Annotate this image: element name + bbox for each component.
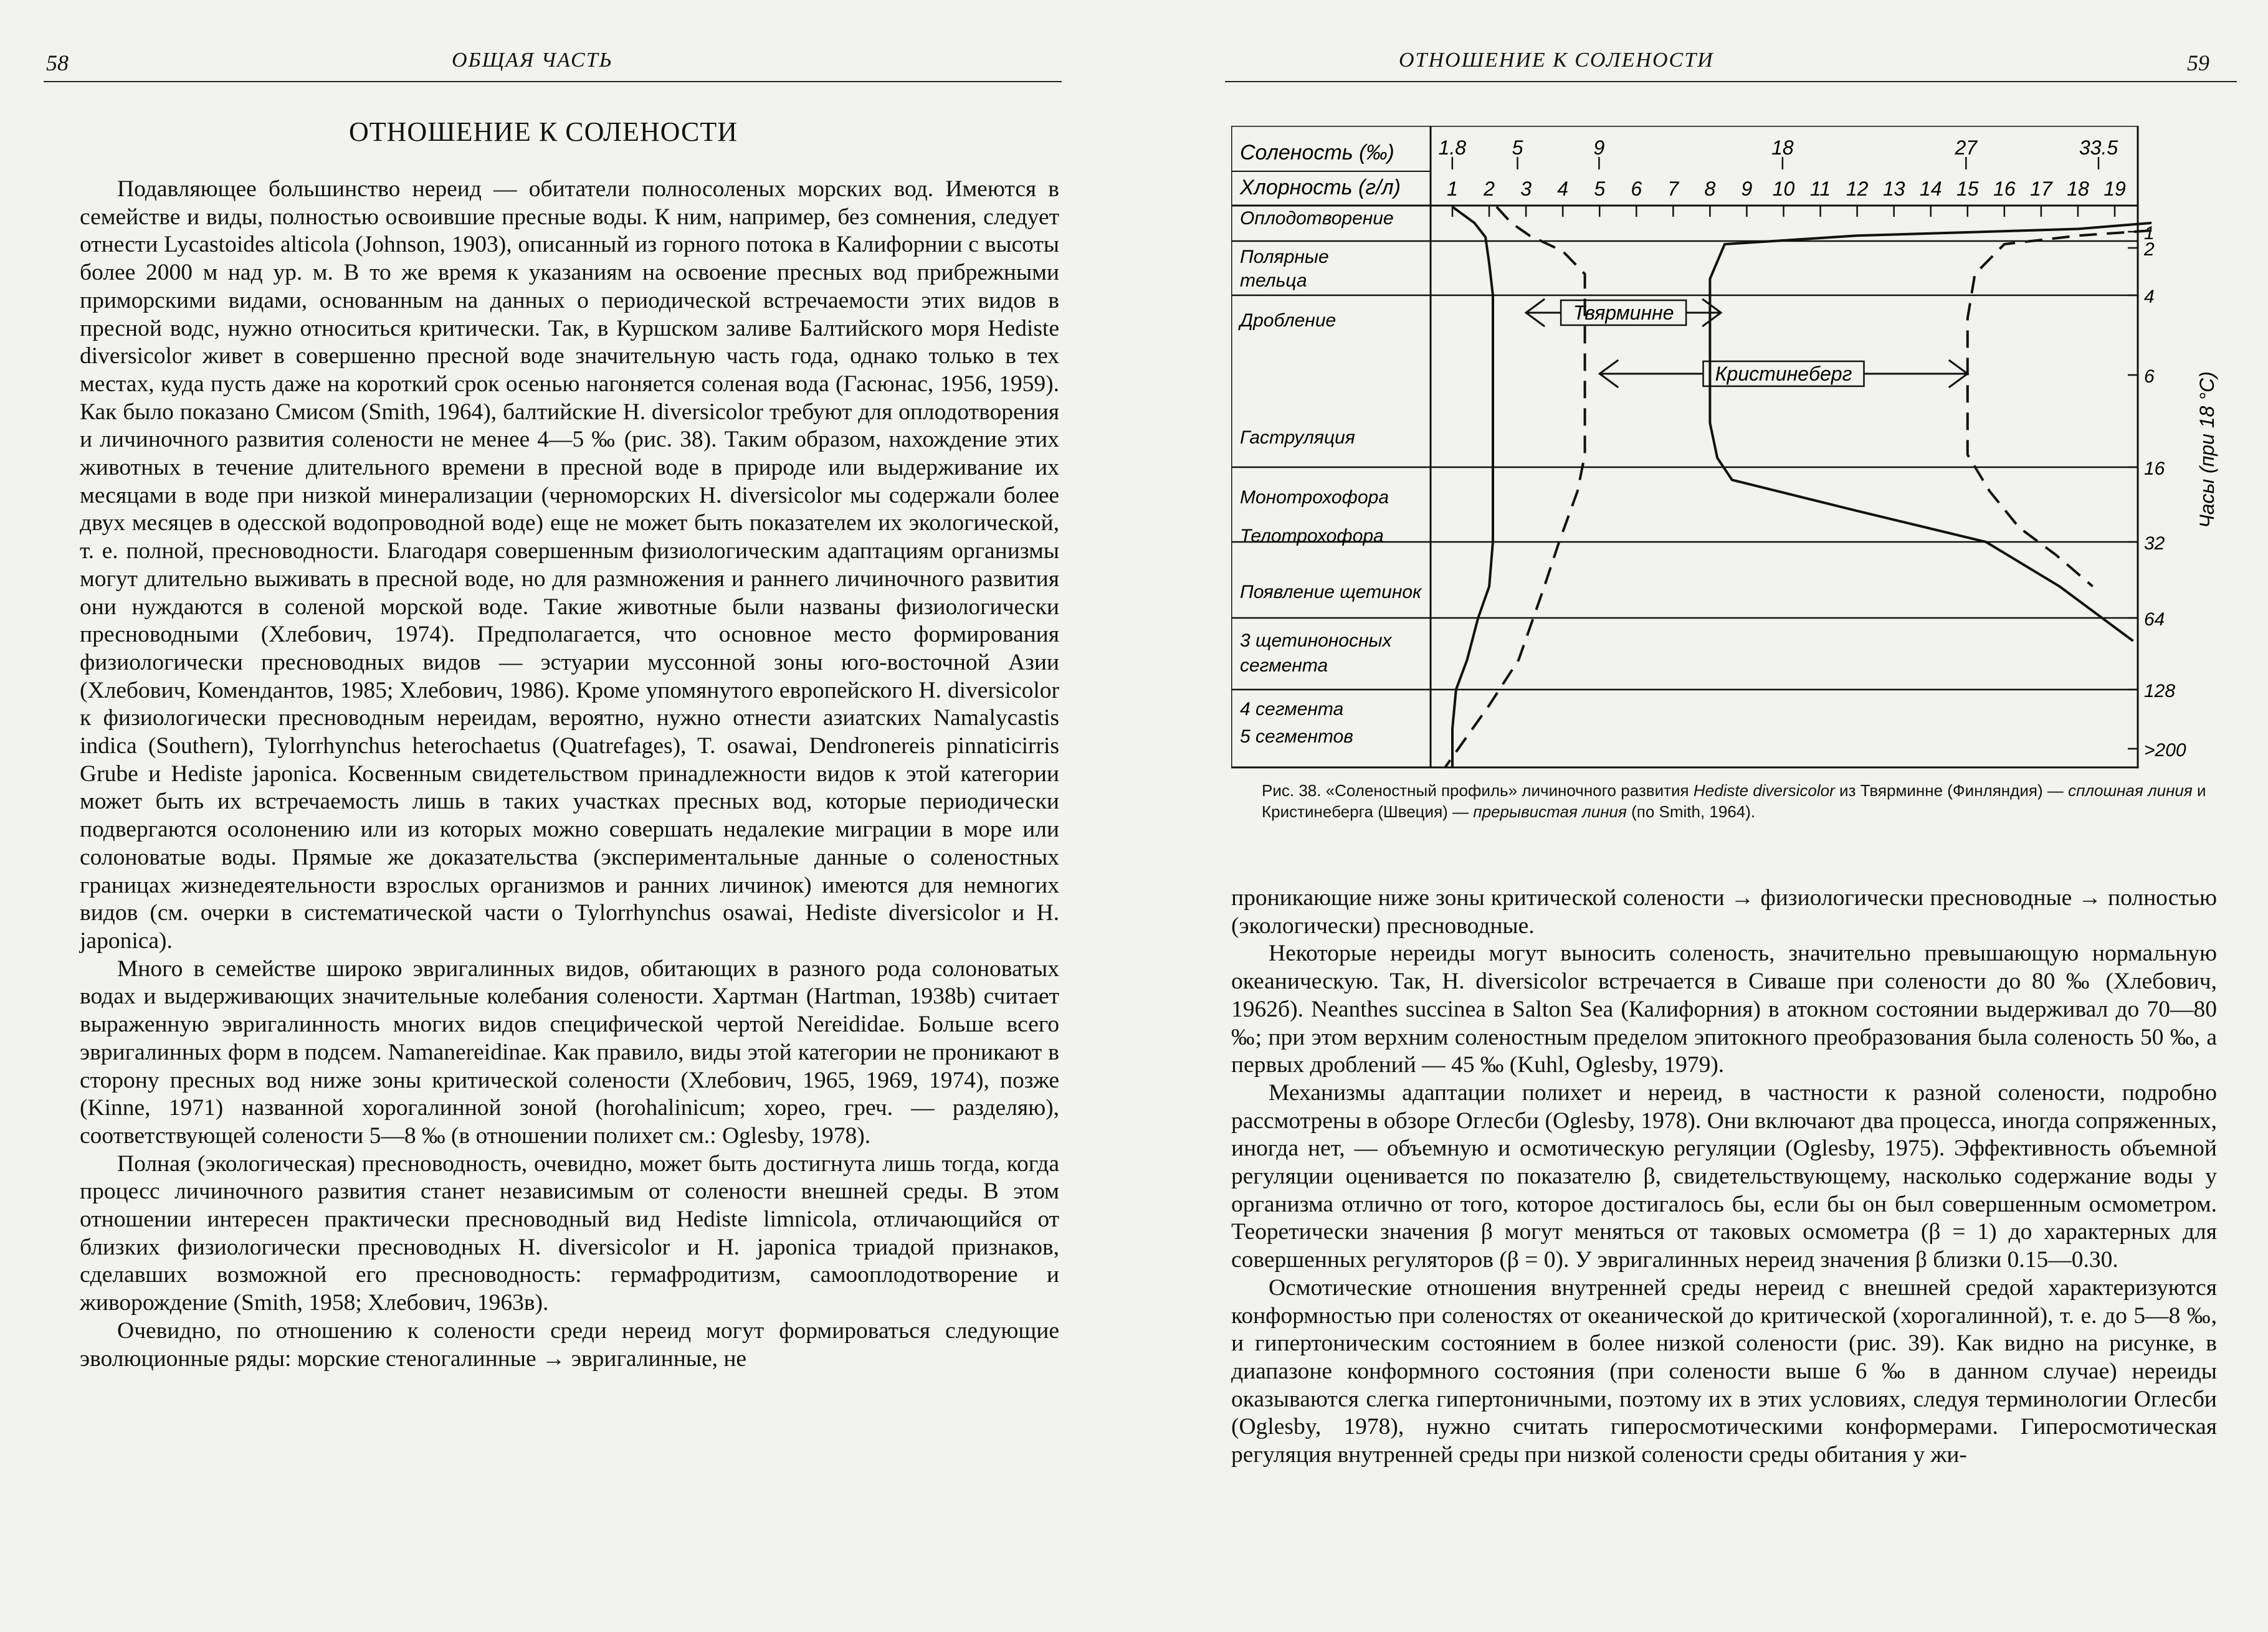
salinity-tick-label: 27 bbox=[1955, 136, 1978, 159]
left-paragraph-1: Подавляющее большинство нереид — обитатели полносоленых морских вод. Имеются в семействе и виды, полностью освоившие пресные воды. К ним, например, без сомнения, следует отнести Lycastoides alticola (Johnson, 1903), описанный из горного потока в Калифорнии с высоты более 2000 м над ур. м. В то же время к указаниям на освоение пресных вод прибрежными приморскими видами, основанным на данных о периодической встречаемости этих видов в пресной водс, нужно относиться критически. Так, в Куршском заливе Балтийского моря Hediste diversicolor живет в совершенно пресной воде значительную часть года, однако только в тех местах, куда пусть даже на короткий срок осенью нагоняется соленая вода (Гасюнас, 1956, 1959). Как было показано Смисом (Smith, 1964), балтийские H. diversicolor требуют для оплодотворения и личиночного развития солености не менее 4—5 ‰ (рис. 38). Таким образом, нахождение этих животных в течение длительного времени в пресной воде в природе или выдерживание их месяцами в воде при низкой минерализации (черноморских H. diversicolor мы содержали более двух месяцев в одесской водопроводной воде) еще не может быть показателем их экологической, т. е. полной, пресноводности. Благодаря совершенным физиологическим адаптациям организмы могут длительно выживать в пресной воде, но для размножения и раннего личиночного развития они нуждаются в соленой морской воде. Такие животные были названы физиологически пресноводными (Хлебович, 1974). Предполагается, что основное место формирования физиологически пресноводных видов — эстуарии муссонной зоны юго-восточной Азии (Хлебович, Комендантов, 1985; Хлебович, 1986). Кроме упомянутого европейского H. diversicolor к физиологически пресноводным нереидам, вероятно, нужно отнести азиатских Namalycastis indica (Southern), Tylorrhynchus heterochaetus (Quatrefages), T. osawai, Dendronereis pinnaticirris Grube и Hediste japonica. Косвенным свидетельством принадлежности видов к этой категории может быть их встречаемость лишь в таких участках пресных вод, которые периодически подвергаются осолонению или из которых можно совершать недалекие миграции в море или солоноватые воды. Прямые же доказательства (экспериментальные данные о соленостных границах жизнедеятельности взрослых организмов и ранних личинок) имеются для немногих видов (см. очерки в систематической части о Tylorrhynchus osawai, Hediste diversicolor и H. japonica). bbox=[80, 176, 1059, 954]
caption-middle: из Твярминне (Финляндия) — bbox=[1839, 781, 2064, 800]
caption-solid: сплошная линия bbox=[2068, 781, 2193, 800]
chlorinity-tick-label: 11 bbox=[1809, 178, 1831, 200]
bracket-label: Твярминне bbox=[1573, 301, 1674, 324]
caption-dashed: прерывистая линия bbox=[1473, 802, 1627, 821]
chlorinity-tick-label: 12 bbox=[1846, 178, 1869, 200]
stage-label: 4 сегмента bbox=[1240, 699, 1344, 719]
time-tick-label: 64 bbox=[2144, 609, 2165, 630]
chlorinity-tick-label: 6 bbox=[1631, 178, 1642, 200]
time-axis-title: Часы (при 18 °С) bbox=[2196, 371, 2218, 528]
stage-label: Гаструляция bbox=[1240, 427, 1355, 448]
salinity-tick-label: 1.8 bbox=[1438, 136, 1467, 159]
time-tick-label: >200 bbox=[2144, 740, 2186, 761]
chlorinity-tick-label: 9 bbox=[1741, 178, 1753, 200]
bracket-label: Кристинеберг bbox=[1715, 363, 1852, 385]
page-number-right: 59 bbox=[2187, 50, 2209, 75]
figure-caption bbox=[1262, 780, 2234, 822]
right-paragraph-4: Осмотические отношения внутренней среды нереид с внешней средой характеризуются конформностью при соленостях от океанической до критической (хорогалинной), т. е. до 5—8 ‰, и гипертоническим состоянием в более низкой солености (рис. 39). Как видно на рисунке, в диапазоне конформного состояния (при солености выше 6 ‰ в данном случае) нереиды оказываются слегка гипертоничными, поэтому их в этих условиях, следуя терминологии Оглесби (Oglesby, 1978), нужно считать гиперосмотическими конформерами. Гиперосмотическая регуляция внутренней среды при низкой солености среды обитания у жи- bbox=[1231, 1274, 2217, 1468]
chlorinity-tick-label: 18 bbox=[2067, 178, 2089, 200]
chlorinity-tick-label: 1 bbox=[1447, 178, 1458, 200]
series-line-2 bbox=[1710, 223, 2151, 641]
chlorinity-tick-label: 7 bbox=[1667, 178, 1679, 200]
stage-label: тельца bbox=[1240, 270, 1307, 291]
chlorinity-tick-label: 10 bbox=[1772, 178, 1795, 200]
time-tick-label: 16 bbox=[2144, 458, 2165, 479]
caption-suffix: (по Smith, 1964). bbox=[1631, 802, 1756, 821]
right-text-column bbox=[1231, 885, 2217, 1469]
stage-label: Полярные bbox=[1240, 247, 1329, 267]
caption-and: и Кристинеберга (Швеция) — bbox=[1262, 781, 2206, 821]
kristineberg-bracket bbox=[1599, 360, 1968, 387]
time-tick-label: 1 bbox=[2144, 223, 2155, 244]
stage-label: Оплодотворение bbox=[1240, 208, 1394, 229]
stage-label: сегмента bbox=[1240, 655, 1328, 676]
running-title-left: ОБЩАЯ ЧАСТЬ bbox=[452, 49, 613, 72]
salinity-row-label: Соленость (‰) bbox=[1240, 141, 1394, 164]
chlorinity-tick-label: 13 bbox=[1882, 178, 1905, 200]
caption-prefix: Рис. 38. «Соленостный профиль» личиночного развития bbox=[1262, 781, 1689, 800]
chlorinity-tick-label: 19 bbox=[2104, 178, 2126, 200]
time-tick-label: 32 bbox=[2144, 533, 2165, 554]
left-paragraph-4: Очевидно, по отношению к солености среди нереид могут формироваться следующие эволюционные ряды: морские стеногалинные → эвригалинные, не bbox=[80, 1317, 1059, 1372]
stage-label: 5 сегментов bbox=[1240, 726, 1353, 747]
right-paragraph-1: проникающие ниже зоны критической солености → физиологически пресноводные → полностью (экологически) пресноводные. bbox=[1231, 885, 2217, 939]
salinity-tick-label: 33.5 bbox=[2079, 136, 2118, 159]
chlorinity-tick-label: 8 bbox=[1704, 178, 1716, 200]
chlorinity-tick-label: 4 bbox=[1557, 178, 1569, 200]
caption-species: Hediste diversicolor bbox=[1693, 781, 1835, 800]
section-heading: ОТНОШЕНИЕ К СОЛЕНОСТИ bbox=[349, 116, 738, 147]
chlorinity-tick-label: 2 bbox=[1484, 178, 1495, 200]
salinity-tick-label: 9 bbox=[1593, 136, 1605, 159]
series-line-1 bbox=[1452, 207, 1493, 767]
time-tick-label: 4 bbox=[2144, 287, 2155, 307]
stage-label: Монотрохофора bbox=[1240, 487, 1389, 508]
stage-label: Дробление bbox=[1240, 310, 1336, 331]
running-title-right: ОТНОШЕНИЕ К СОЛЕНОСТИ bbox=[1399, 49, 1714, 72]
chlorinity-tick-label: 15 bbox=[1956, 178, 1979, 200]
left-text-column bbox=[80, 176, 1059, 1373]
tvarminne-bracket bbox=[1526, 299, 1721, 326]
salinity-profile-chart bbox=[1231, 126, 2228, 774]
page-number-left: 58 bbox=[46, 50, 69, 75]
series-line-3 bbox=[1445, 207, 1584, 767]
salinity-tick-label: 5 bbox=[1512, 136, 1523, 159]
stage-label: Появление щетинок bbox=[1240, 582, 1422, 602]
time-tick-label: 128 bbox=[2144, 681, 2176, 701]
salinity-tick-label: 18 bbox=[1771, 136, 1794, 159]
stage-label: Телотрохофора bbox=[1240, 526, 1384, 546]
time-tick-label: 2 bbox=[2144, 239, 2155, 260]
chlorinity-tick-label: 3 bbox=[1520, 178, 1532, 200]
chlorinity-tick-label: 17 bbox=[2030, 178, 2052, 200]
left-paragraph-3: Полная (экологическая) пресноводность, очевидно, может быть достигнута лишь тогда, когда процесс личиночного развития станет независимым от солености внешней среды. В этом отношении интересен практически пресноводный вид Hediste limnicola, отличающийся от близких физиологически пресноводных H. diversicolor и H. japonica триадой признаков, сделавших возможной его пресноводность: гермафродитизм, самооплодотворение и живорождение (Smith, 1958; Хлебович, 1963в). bbox=[80, 1150, 1059, 1316]
stage-label: 3 щетиноносных bbox=[1240, 630, 1392, 651]
right-paragraph-3: Механизмы адаптации полихет и нереид, в частности к разной солености, подробно рассмотрены в обзоре Оглесби (Oglesby, 1978). Они включают два процесса, иногда сопряженных, иногда нет, — объемную и осмотическую регуляции (Oglesby, 1975). Эффективность объемной регуляции оценивается по показателю β, свидетельствующему, насколько содержание воды у организма отлично от того, которое достигалось бы, если бы он был совершенным осмометром. Теоретически значения β могут меняться от таковых осмометра (β = 1) до характерных для совершенных регуляторов (β = 0). У эвригалинных нереид значения β близки 0.15—0.30. bbox=[1231, 1079, 2217, 1273]
chlorinity-tick-label: 16 bbox=[1993, 178, 2016, 200]
header-rule-left bbox=[44, 81, 1062, 82]
right-paragraph-2: Некоторые нереиды могут выносить соленость, значительно превышающую нормальную океаническую. Так, H. diversicolor встречается в Сиваше при солености до 80 ‰ (Хлебович, 1962б). Neanthes succinea в Salton Sea (Калифорния) в атокном состоянии выдерживал до 70—80 ‰; при этом верхним соленостным пределом эпитокного преобразования была соленость 50 ‰, а первых дроблений — 45 ‰ (Kuhl, Oglesby, 1979). bbox=[1231, 941, 2217, 1078]
header-rule-right bbox=[1225, 81, 2237, 82]
time-tick-label: 6 bbox=[2144, 366, 2155, 387]
left-paragraph-2: Много в семействе широко эвригалинных видов, обитающих в разного рода солоноватых водах и выдерживающих значительные колебания солености. Хартман (Hartman, 1938b) считает выраженную эвригалинность многих видов специфической чертой Nereididae. Больше всего эвригалинных форм в подсем. Namanereidinae. Как правило, виды этой категории не проникают в сторону пресных вод ниже зоны критической солености (Хлебович, 1965, 1969, 1974), позже (Kinne, 1971) названной хорогалинной зоной (horohalinicum; хорео, греч. — разделяю), соответствующей солености 5—8 ‰ (в отношении полихет см.: Oglesby, 1978). bbox=[80, 956, 1059, 1149]
chlorinity-tick-label: 14 bbox=[1919, 178, 1942, 200]
chlorinity-tick-label: 5 bbox=[1594, 178, 1606, 200]
chlorinity-row-label: Хлорность (г/л) bbox=[1240, 176, 1401, 199]
series-line-4 bbox=[1968, 230, 2151, 586]
